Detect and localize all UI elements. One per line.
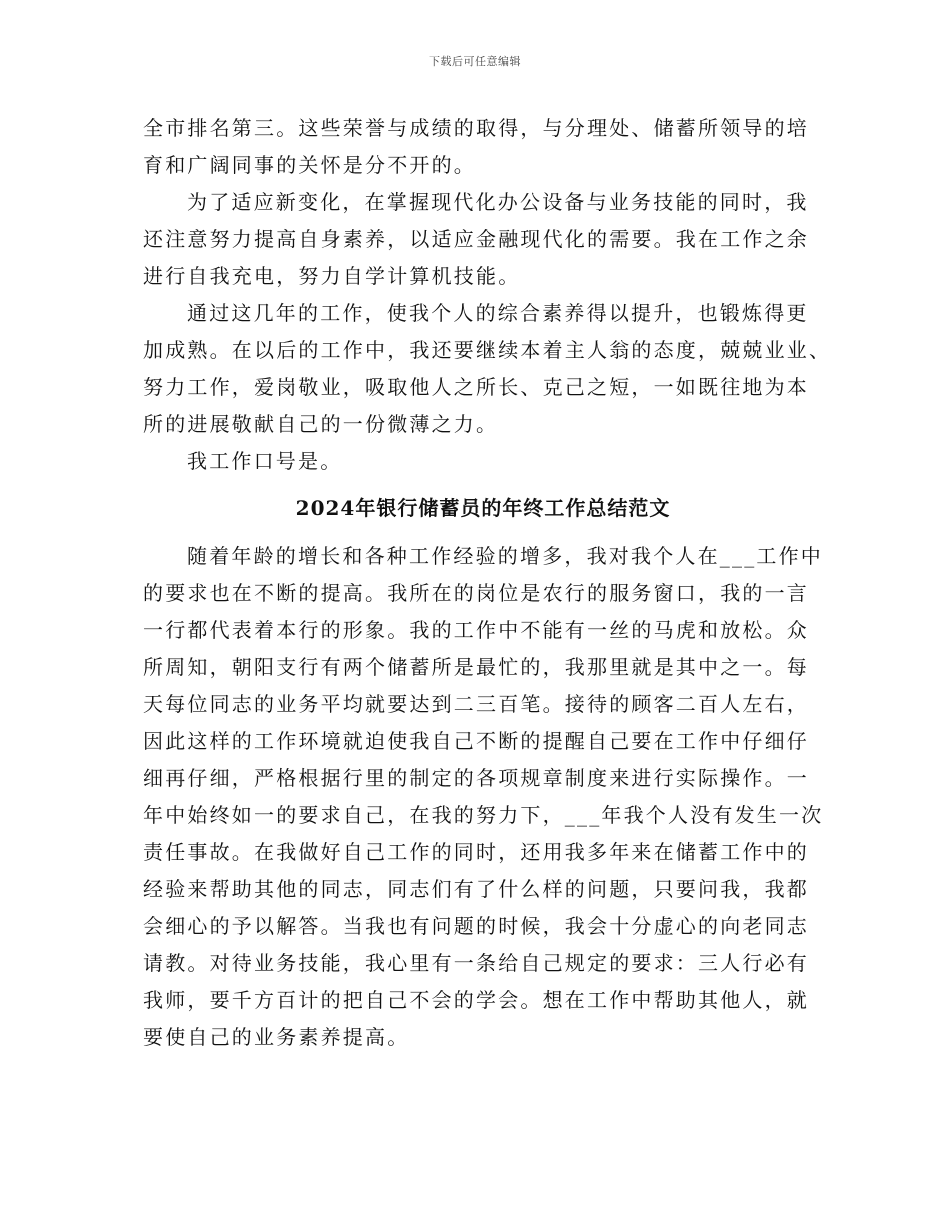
paragraph-line: 经验来帮助其他的同志，同志们有了什么样的问题，只要问我，我都 [143, 877, 809, 901]
section-previous-summary [143, 110, 832, 480]
paragraph-line: 会细心的予以解答。当我也有问题的时候，我会十分虚心的向老同志 [143, 914, 809, 938]
paragraph-line: 要使自己的业务素养提高。 [143, 1025, 410, 1049]
paragraph-line: 我工作口号是。 [187, 449, 343, 473]
page-header: 下载后可任意编辑 [429, 55, 521, 68]
paragraph-line: 随着年龄的增长和各种工作经验的增多，我对我个人在___工作中 [187, 544, 823, 568]
paragraph-line: 我师，要千方百计的把自己不会的学会。想在工作中帮助其他人，就 [143, 988, 809, 1012]
paragraph-line: 通过这几年的工作，使我个人的综合素养得以提升，也锻炼得更 [187, 301, 809, 325]
paragraph-line: 请教。对待业务技能，我心里有一条给自己规定的要求：三人行必有 [143, 951, 809, 975]
paragraph-line: 还注意努力提高自身素养，以适应金融现代化的需要。我在工作之余 [143, 227, 809, 251]
paragraph-line: 加成熟。在以后的工作中，我还要继续本着主人翁的态度，兢兢业业、 [143, 338, 832, 362]
paragraph-line: 年中始终如一的要求自己，在我的努力下，___年我个人没有发生一次 [143, 803, 824, 827]
paragraph-line: 细再仔细，严格根据行里的制定的各项规章制度来进行实际操作。一 [143, 766, 809, 790]
paragraph-line: 为了适应新变化，在掌握现代化办公设备与业务技能的同时，我 [187, 190, 809, 214]
paragraph-line: 的要求也在不断的提高。我所在的岗位是农行的服务窗口，我的一言 [143, 581, 809, 605]
section-annual-summary-body [143, 538, 823, 1056]
paragraph-line: 一行都代表着本行的形象。我的工作中不能有一丝的马虎和放松。众 [143, 618, 809, 642]
section-title: 2024年银行储蓄员的年终工作总结范文 [295, 496, 671, 520]
paragraph-line: 所的进展敬献自己的一份微薄之力。 [143, 412, 499, 436]
paragraph-line: 因此这样的工作环境就迫使我自己不断的提醒自己要在工作中仔细仔 [143, 729, 809, 753]
paragraph-line: 努力工作，爱岗敬业，吸取他人之所长、克己之短，一如既往地为本 [143, 375, 809, 399]
paragraph-line: 所周知，朝阳支行有两个储蓄所是最忙的，我那里就是其中之一。每 [143, 655, 809, 679]
paragraph-line: 责任事故。在我做好自己工作的同时，还用我多年来在储蓄工作中的 [143, 840, 809, 864]
paragraph-line: 全市排名第三。这些荣誉与成绩的取得，与分理处、储蓄所领导的培 [143, 116, 809, 140]
paragraph-line: 育和广阔同事的关怀是分不开的。 [143, 153, 476, 177]
section-annual-summary [143, 488, 823, 528]
paragraph-line: 进行自我充电，努力自学计算机技能。 [143, 264, 521, 288]
paragraph-line: 天每位同志的业务平均就要达到二三百笔。接待的顾客二百人左右， [143, 692, 809, 716]
